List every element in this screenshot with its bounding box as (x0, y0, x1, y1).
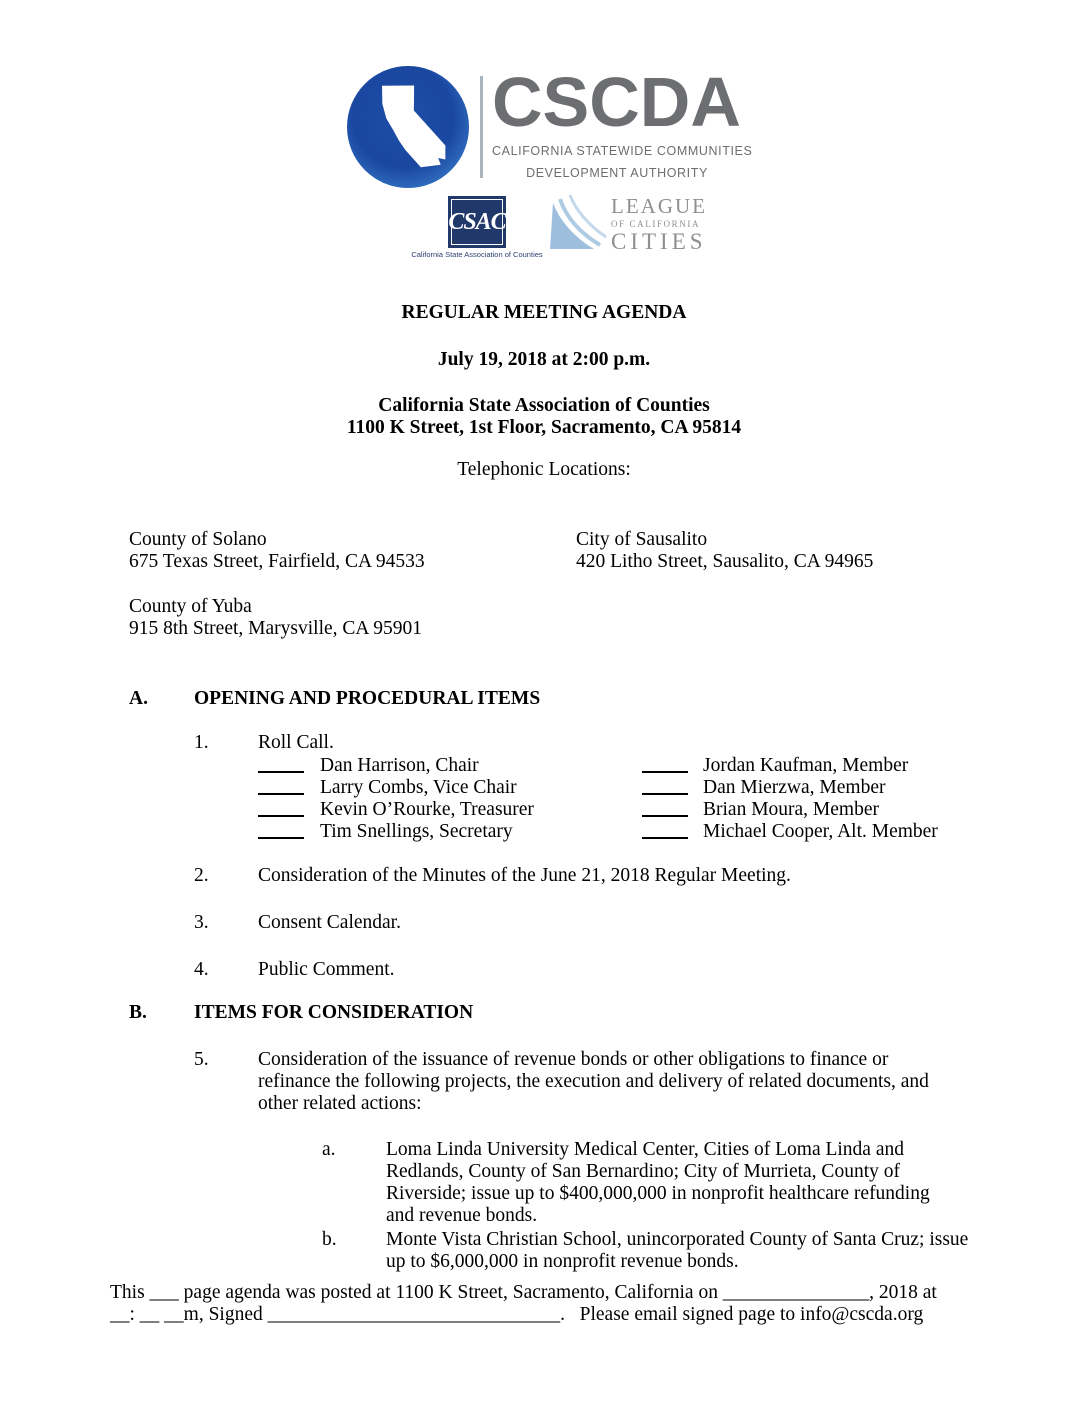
item-number: 2. (194, 865, 209, 886)
footer-line-1: This ___ page agenda was posted at 1100 K Street, Sacramento, California on _______________, 2018 at (110, 1282, 937, 1303)
roll-call-name: Michael Cooper, Alt. Member (703, 821, 938, 842)
posting-certification-footer (110, 1282, 980, 1326)
league-line3: CITIES (611, 229, 707, 254)
logo-divider (480, 76, 483, 178)
venue-name: California State Association of Counties (378, 395, 710, 416)
roll-call-name: Dan Mierzwa, Member (703, 777, 886, 798)
roll-call-entry (642, 754, 908, 777)
roll-call-name: Tim Snellings, Secretary (320, 821, 513, 842)
item-number: 3. (194, 912, 209, 933)
venue-address: 1100 K Street, 1st Floor, Sacramento, CA 95814 (346, 417, 742, 438)
roll-call-entry (258, 754, 479, 777)
location-name: County of Yuba (129, 596, 252, 617)
location-address: 420 Litho Street, Sausalito, CA 94965 (576, 551, 874, 572)
cscda-acronym: CSCDA (492, 63, 741, 141)
location-solano (129, 529, 425, 573)
section-letter: A. (129, 688, 148, 709)
cscda-subtitle-line1: CALIFORNIA STATEWIDE COMMUNITIES (492, 144, 753, 158)
roll-call-name: Larry Combs, Vice Chair (320, 777, 517, 798)
cscda-globe-logo (347, 66, 469, 188)
item-text: Consideration of the Minutes of the June 21, 2018 Regular Meeting. (258, 865, 791, 886)
roll-call-blank (258, 822, 304, 839)
meeting-datetime: July 19, 2018 at 2:00 p.m. (437, 349, 651, 370)
csac-logo-frame (448, 199, 506, 245)
roll-call-blank (642, 800, 688, 817)
item-text: Consent Calendar. (258, 912, 401, 933)
csac-logo (448, 196, 506, 248)
csac-caption: California State Association of Counties (411, 250, 543, 259)
cscda-logo-text (492, 63, 753, 184)
item-number: 1. (194, 732, 209, 753)
league-swoosh-icon (548, 193, 610, 257)
roll-call-blank (258, 800, 304, 817)
league-line1: LEAGUE (611, 194, 707, 218)
roll-call-blank (642, 778, 688, 795)
location-sausalito (576, 529, 873, 573)
csac-acronym: CSAC (448, 209, 506, 235)
roll-call-entry (642, 820, 938, 843)
section-title: OPENING AND PROCEDURAL ITEMS (194, 688, 541, 709)
location-name: County of Solano (129, 529, 267, 550)
roll-call-name: Dan Harrison, Chair (320, 755, 479, 776)
footer-line-2: __: __ __m, Signed ______________________________. Please email signed page to info@cscda.org (110, 1304, 924, 1325)
roll-call-name: Jordan Kaufman, Member (703, 755, 909, 776)
subitem-text: Monte Vista Christian School, unincorporated County of Santa Cruz; issue up to $6,000,000 in nonprofit revenue bonds. (386, 1229, 969, 1272)
roll-call-name: Brian Moura, Member (703, 799, 879, 820)
subitem-text: Loma Linda University Medical Center, Cities of Loma Linda and Redlands, County of San Bernardino; City of Murrieta, County of Riverside; issue up to $400,000,000 in nonprofit healthcare refunding and revenue bonds. (386, 1139, 930, 1226)
location-address: 675 Texas Street, Fairfield, CA 94533 (129, 551, 425, 572)
location-name: City of Sausalito (576, 529, 708, 550)
subitem-letter: b. (322, 1229, 337, 1250)
league-logo-text (611, 196, 707, 253)
roll-call-entry (642, 776, 885, 799)
item-text: Roll Call. (258, 732, 334, 753)
item-text: Public Comment. (258, 959, 395, 980)
roll-call-name: Kevin O’Rourke, Treasurer (320, 799, 534, 820)
roll-call-entry (258, 776, 517, 799)
roll-call-blank (258, 756, 304, 773)
location-address: 915 8th Street, Marysville, CA 95901 (129, 618, 423, 639)
subitem-letter: a. (322, 1139, 336, 1160)
roll-call-entry (258, 798, 534, 821)
section-letter: B. (129, 1002, 147, 1023)
roll-call-blank (258, 778, 304, 795)
section-title: ITEMS FOR CONSIDERATION (194, 1002, 474, 1023)
roll-call-blank (642, 822, 688, 839)
roll-call-entry (258, 820, 513, 843)
page-title: REGULAR MEETING AGENDA (401, 302, 687, 323)
telephonic-locations-label: Telephonic Locations: (457, 459, 631, 480)
league-line2: OF CALIFORNIA (611, 219, 701, 229)
item-number: 4. (194, 959, 209, 980)
roll-call-entry (642, 798, 879, 821)
location-yuba (129, 596, 422, 640)
item-text: Consideration of the issuance of revenue bonds or other obligations to finance or refinance the following projects, the execution and delivery of related documents, and other related actions: (258, 1049, 929, 1114)
roll-call-blank (642, 756, 688, 773)
item-number: 5. (194, 1049, 209, 1070)
cscda-subtitle-line2: DEVELOPMENT AUTHORITY (526, 166, 708, 180)
